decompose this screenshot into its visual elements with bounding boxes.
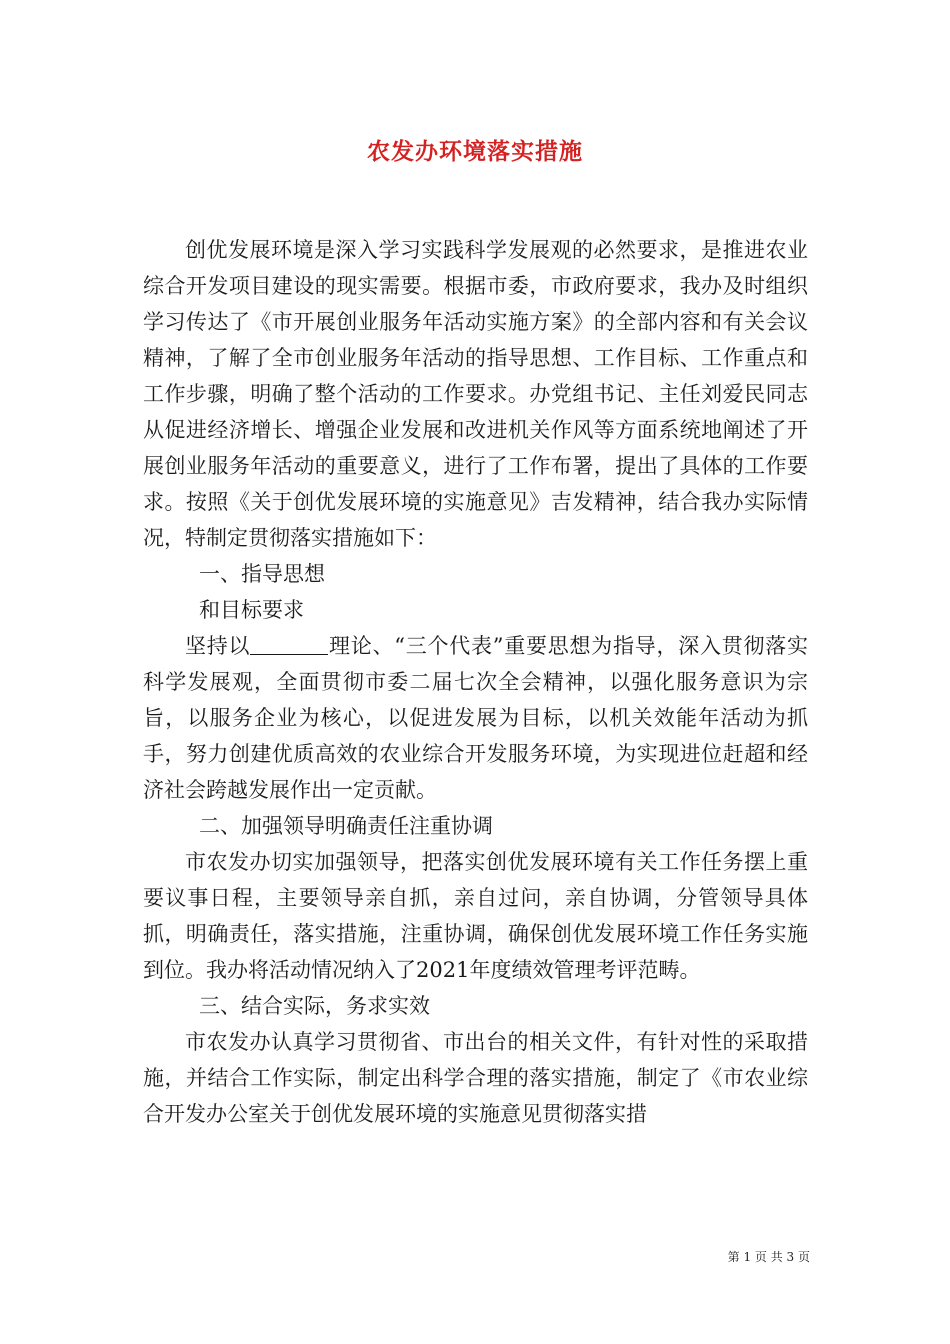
fill-in-blank [250,632,328,655]
paragraph-leadership: 市农发办切实加强领导，把落实创优发展环境有关工作任务摆上重要议事日程，主要领导亲自抓，亲自过问，亲自协调，分管领导具体抓，明确责任，落实措施，注重协调，确保创优发展环境工作任务实施到位。我办将活动情况纳入了2021年度绩效管理考评范畴。 [143,850,808,982]
paragraph-intro: 创优发展环境是深入学习实践科学发展观的必然要求，是推进农业综合开发项目建设的现实需要。根据市委，市政府要求，我办及时组织学习传达了《市开展创业服务年活动实施方案》的全部内容和有关会议精神，了解了全市创业服务年活动的指导思想、工作目标、工作重点和工作步骤，明确了整个活动的工作要求。办党组书记、主任刘爱民同志从促进经济增长、增强企业发展和改进机关作风等方面系统地阐述了开展创业服务年活动的重要意义，进行了工作布署，提出了具体的工作要求。按照《关于创优发展环境的实施意见》吉发精神，结合我办实际情况，特制定贯彻落实措施如下： [143,238,808,550]
document-title: 农发办环境落实措施 [367,138,583,165]
section-heading-2: 二、加强领导明确责任注重协调 [199,814,493,838]
section-heading-3: 三、结合实际，务求实效 [199,994,430,1018]
paragraph-guiding-ideology [143,628,808,808]
paragraph-guiding-ideology-rest: 理论、“三个代表”重要思想为指导，深入贯彻落实科学发展观，全面贯彻市委二届七次全会精神，以强化服务意识为宗旨，以服务企业为核心，以促进发展为目标，以机关效能年活动为抓手，努力创建优质高效的农业综合开发服务环境，为实现进位赶超和经济社会跨越发展作出一定贡献。 [143,634,808,802]
section-heading-1: 一、指导思想 [199,562,325,586]
document-body [143,232,808,1132]
paragraph-guiding-ideology-start: 坚持以 [185,634,251,658]
section-heading-1-continued: 和目标要求 [199,598,304,622]
paragraph-practice: 市农发办认真学习贯彻省、市出台的相关文件，有针对性的采取措施，并结合工作实际，制定出科学合理的落实措施，制定了《市农业综合开发办公室关于创优发展环境的实施意见贯彻落实措 [143,1030,808,1126]
page-number-footer: 第 1 页 共 3 页 [727,1250,810,1264]
